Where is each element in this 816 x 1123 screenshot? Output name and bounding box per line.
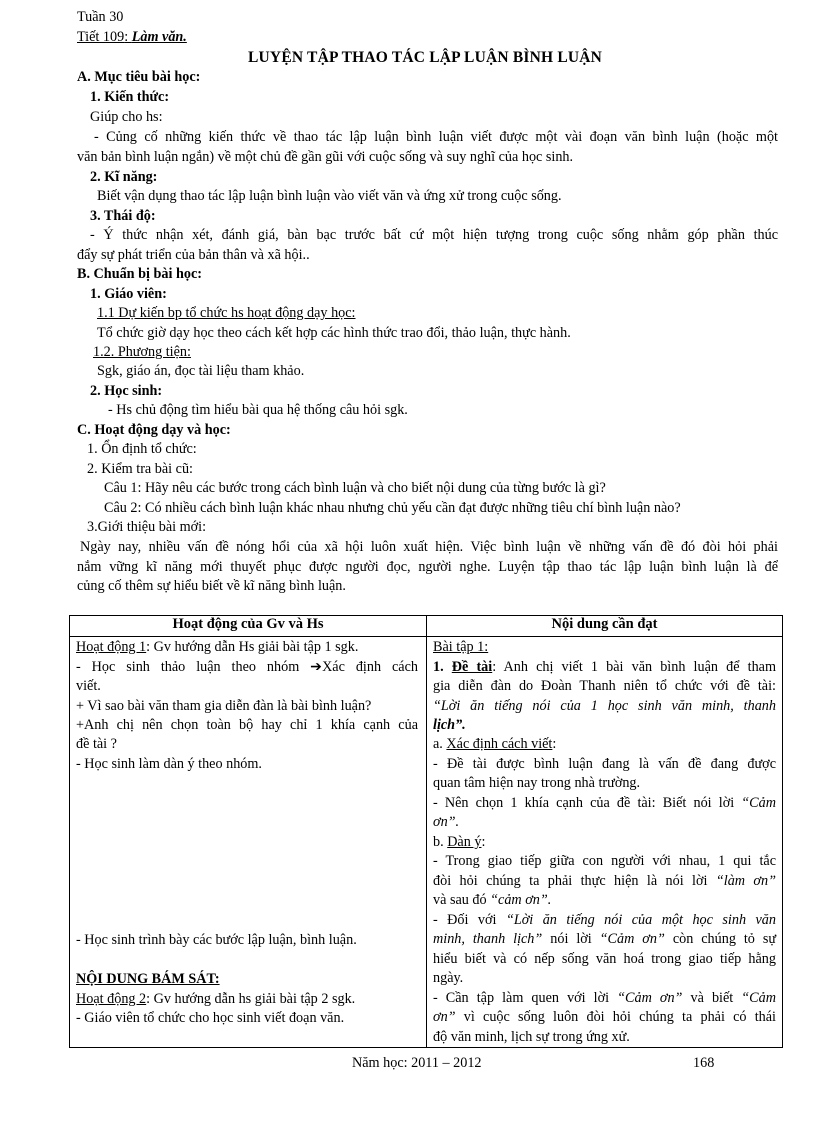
footer-school-year: Năm học: 2011 – 2012 <box>352 1055 482 1071</box>
content-line-7: - Nên chọn 1 khía cạnh của đề tài: Biết nói lời “Cảm <box>433 795 776 811</box>
section-c-heading: C. Hoạt động dạy và học: <box>77 422 231 438</box>
arrow-icon: ➔ <box>310 659 323 675</box>
week-label: Tuần 30 <box>77 9 124 25</box>
content-line-15: ngày. <box>433 970 464 986</box>
activity-1-line-6: - Học sinh làm dàn ý theo nhóm. <box>76 756 262 772</box>
section-a3-heading: 3. Thái độ: <box>90 208 156 224</box>
section-b11-heading: 1.1 Dự kiến bp tổ chức hs hoạt động dạy học: <box>97 305 356 321</box>
activity-1-line-5: đề tài ? <box>76 736 117 752</box>
section-a3-text-2: đẩy sự phát triển của bản thân và xã hội.. <box>77 247 310 263</box>
activity-1: Hoạt động 1: Gv hướng dẫn Hs giải bài tập 1 sgk. <box>76 639 359 655</box>
activity-1-line-3: + Vì sao bài văn tham gia diễn đàn là bài bình luận? <box>76 698 372 714</box>
section-b11-text: Tổ chức giờ dạy học theo cách kết hợp các hình thức trao đổi, thảo luận, thực hành. <box>97 325 571 341</box>
activity-2-line-1: - Giáo viên tổ chức cho học sinh viết đoạn văn. <box>76 1010 345 1026</box>
section-c3-text-2: nắm vững kĩ năng mới thuyết phục được người đọc, người nghe. Luyện tập thao tác lập luận bình luận là để <box>77 559 778 575</box>
section-b12-heading: 1.2. Phương tiện: <box>93 344 191 360</box>
section-b12-text: Sgk, giáo án, đọc tài liệu tham khảo. <box>97 363 305 379</box>
content-line-5: - Đề tài được bình luận đang là vấn đề đang được <box>433 756 776 772</box>
content-line-10: đòi hỏi chúng ta phải thực hiện là nói lời “làm ơn” <box>433 873 776 889</box>
section-a2-heading: 2. Kĩ năng: <box>90 169 158 185</box>
section-c3: 3.Giới thiệu bài mới: <box>87 519 207 535</box>
content-line-9: - Trong giao tiếp giữa con người với nhau, 1 qui tắc <box>433 853 776 869</box>
activity-2: Hoạt động 2: Gv hướng dẫn hs giải bài tập 2 sgk. <box>76 991 356 1007</box>
section-b2-heading: 2. Học sinh: <box>90 383 163 399</box>
period-label: Tiết 109 <box>77 29 125 45</box>
content-heading-b: b. Dàn ý: <box>433 834 486 850</box>
content-line-1: 1. Đề tài: Anh chị viết 1 bài văn bình luận để tham <box>433 659 776 675</box>
section-b1-heading: 1. Giáo viên: <box>90 286 167 302</box>
section-c2-question-1: Câu 1: Hãy nêu các bước trong cách bình luận và cho biết nội dung của từng bước là gì? <box>104 480 606 496</box>
section-a1-text-1: - Củng cố những kiến thức về thao tác lập luận bình luận viết được một vài đoạn văn bình luận (hoặc một <box>94 129 778 145</box>
period-line: Tiết 109: Làm văn. <box>77 29 187 45</box>
page-title: LUYỆN TẬP THAO TÁC LẬP LUẬN BÌNH LUẬN <box>248 49 603 66</box>
content-line-13: minh, thanh lịch” nói lời “Cảm ơn” còn chúng tỏ sự <box>433 931 777 947</box>
section-a-heading: A. Mục tiêu bài học: <box>77 69 201 85</box>
footer-page-number: 168 <box>693 1055 715 1071</box>
activities-cell <box>70 637 427 1048</box>
content-line-11: và sau đó “cảm ơn”. <box>433 892 552 908</box>
activity-table <box>69 615 783 1048</box>
content-line-3: “Lời ăn tiếng nói của 1 học sinh văn minh, thanh <box>433 698 776 714</box>
activity-1-line-4: +Anh chị nên chọn toàn bộ hay chỉ 1 khía cạnh của <box>76 717 418 733</box>
content-line-8: ơn”. <box>433 814 460 830</box>
section-a1-text-2: văn bản bình luận ngắn) về một chủ đề gần gũi với cuộc sống và suy nghĩ của học sinh. <box>77 149 574 165</box>
section-a1-heading: 1. Kiến thức: <box>90 89 170 105</box>
period-subject: Làm văn. <box>131 29 187 45</box>
activity-1-line-7: - Học sinh trình bày các bước lập luận, bình luận. <box>76 932 357 948</box>
activity-1-line-2: viết. <box>76 678 101 694</box>
content-cell <box>427 637 783 1048</box>
content-heading-a: a. Xác định cách viết: <box>433 736 557 752</box>
section-c1: 1. Ổn định tổ chức: <box>87 441 197 457</box>
content-line-17: ơn” vì cuộc sống luôn đòi hỏi chúng ta phải có thái <box>433 1009 777 1025</box>
section-a1-intro: Giúp cho hs: <box>90 109 163 125</box>
section-b-heading: B. Chuẩn bị bài học: <box>77 266 202 282</box>
content-line-4: lịch”. <box>433 717 466 733</box>
exercise-1-label: Bài tập 1: <box>433 639 489 655</box>
section-c2: 2. Kiểm tra bài cũ: <box>87 461 193 477</box>
content-line-12: - Đối với “Lời ăn tiếng nói của một học sinh văn <box>433 912 776 928</box>
content-line-6: quan tâm hiện nay trong nhà trường. <box>433 775 641 791</box>
content-line-16: - Cần tập làm quen với lời “Cảm ơn” và biết “Cảm <box>433 990 776 1006</box>
activity-1-line-1: - Học sinh thảo luận theo nhóm ➔Xác định cách <box>76 659 418 675</box>
section-b2-text: - Hs chủ động tìm hiểu bài qua hệ thống câu hỏi sgk. <box>108 402 408 418</box>
section-c2-question-2: Câu 2: Có nhiều cách bình luận khác nhau nhưng chủ yếu cần đạt được những tiêu chí bình luận nào? <box>104 500 681 516</box>
column-header-teacher-student: Hoạt động của Gv và Hs <box>70 616 427 637</box>
section-a3-text-1: - Ý thức nhận xét, đánh giá, bàn bạc trước bất cứ một hiện tượng trong cuộc sống nhằm góp phần thúc <box>90 227 778 243</box>
content-line-2: gia diễn đàn do Đoàn Thanh niên tổ chức với đề tài: <box>433 678 776 694</box>
section-c3-text-3: củng cố thêm sự hiểu biết về kĩ năng bình luận. <box>77 578 346 594</box>
content-line-14: hiểu biết và có nếp sống văn hoá trong giao tiếp hằng <box>433 951 776 967</box>
section-a2-text: Biết vận dụng thao tác lập luận bình luận vào viết văn và ứng xử trong cuộc sống. <box>97 188 562 204</box>
section-c3-text-1: Ngày nay, nhiều vấn đề nóng hổi của xã hội luôn xuất hiện. Việc bình luận về những vấn đề đó đòi hỏi phải <box>80 539 778 555</box>
column-header-content: Nội dung cần đạt <box>427 616 783 637</box>
section-bam-sat: NỘI DUNG BÁM SÁT: <box>76 971 220 987</box>
content-line-18: độ văn minh, lịch sự trong ứng xử. <box>433 1029 630 1045</box>
